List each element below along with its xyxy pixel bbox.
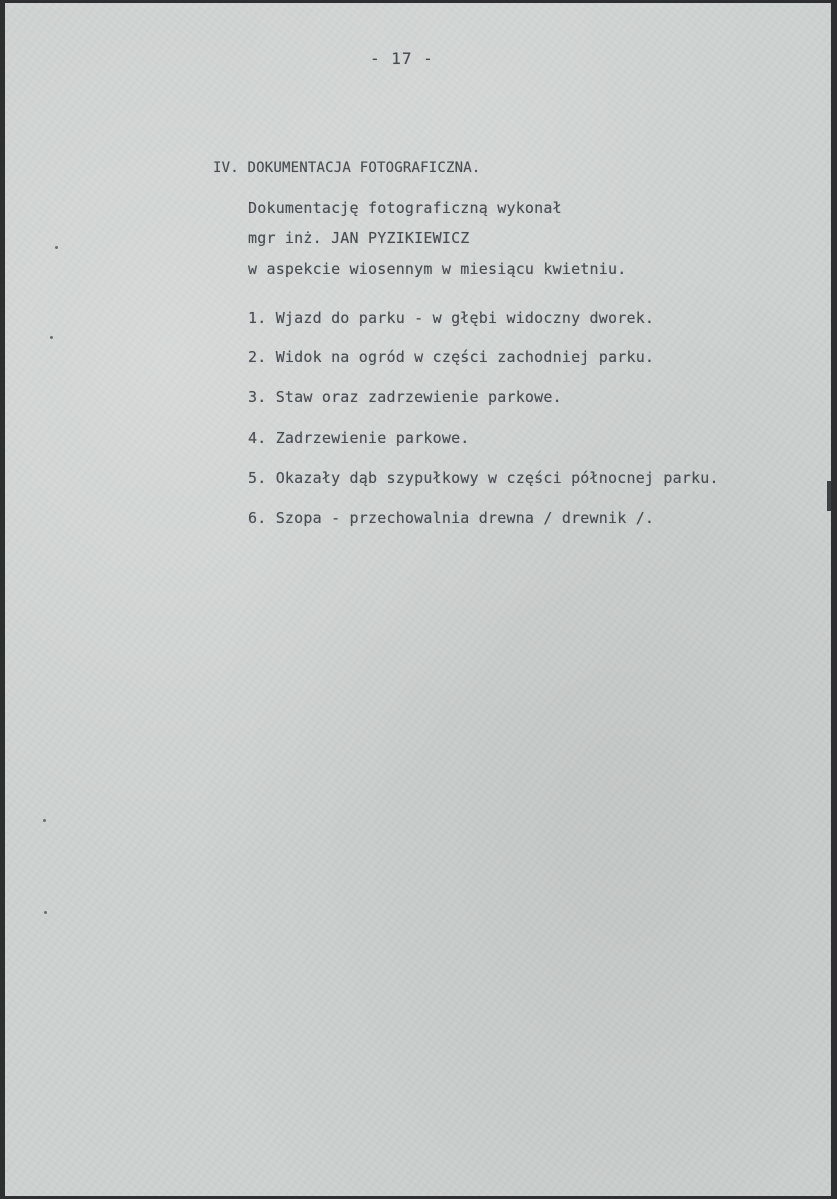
intro-line: Dokumentację fotograficzną wykonał (248, 199, 562, 217)
list-item: 1. Wjazd do parku - w głębi widoczny dworek. (248, 309, 655, 327)
list-item: 6. Szopa - przechowalnia drewna / drewnik /. (248, 509, 655, 527)
list-item: 2. Widok na ogród w części zachodniej parku. (248, 348, 655, 366)
margin-speck (55, 246, 58, 249)
page-number: - 17 - (370, 49, 434, 68)
page-edge-shadow (827, 481, 831, 511)
section-heading: IV. DOKUMENTACJA FOTOGRAFICZNA. (213, 160, 481, 176)
intro-line: w aspekcie wiosennym w miesiącu kwietniu. (248, 260, 627, 278)
list-item: 4. Zadrzewienie parkowe. (248, 429, 470, 447)
intro-line: mgr inż. JAN PYZIKIEWICZ (248, 229, 470, 247)
document-page (5, 3, 831, 1196)
margin-speck (44, 911, 47, 914)
list-item: 3. Staw oraz zadrzewienie parkowe. (248, 388, 562, 406)
list-item: 5. Okazały dąb szypułkowy w części północnej parku. (248, 469, 719, 487)
margin-speck (43, 819, 46, 822)
margin-speck (50, 336, 53, 339)
